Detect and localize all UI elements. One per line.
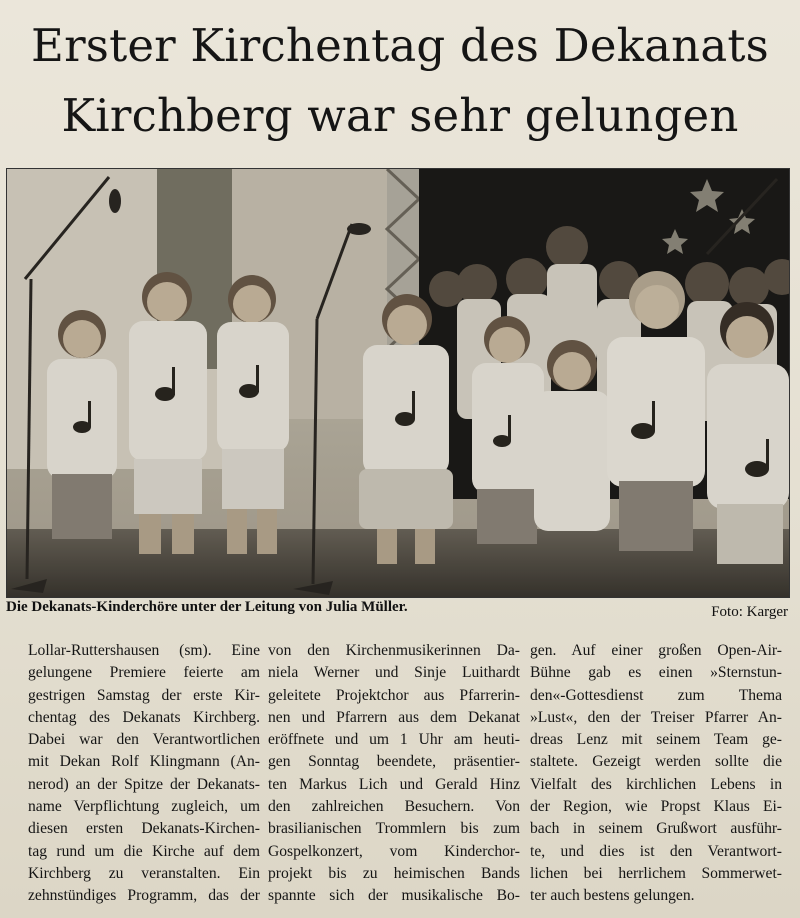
article-line: gelungene Premiere feierte am: [28, 664, 260, 682]
article-line: tag rund um die Kirche auf dem: [28, 842, 260, 860]
article-line: spannte sich der musikalische Bo-: [268, 887, 520, 905]
article-line: gen Sonntag beendete, präsentier-: [268, 753, 520, 771]
choir-photo: [6, 168, 790, 598]
article-column-1: [8, 640, 260, 908]
article-line: dreas Lenz mit seinem Team ge-: [530, 731, 782, 749]
article-line: eröffnete und um 1 Uhr am heuti-: [268, 731, 520, 749]
article-line: nerod) an der Spitze der Dekanats-: [28, 775, 260, 793]
article-line: te, und dies ist den Verantwort-: [530, 842, 782, 860]
article-line: ter auch bestens gelungen.: [530, 887, 695, 905]
article-line: Dabei war den Verantwortlichen: [28, 731, 260, 749]
article-line: ten Markus Lich und Gerald Hinz: [268, 775, 520, 793]
photo-credit: Foto: Karger: [711, 604, 788, 620]
article-line: Bühne gab es einen »Sternstun-: [530, 664, 782, 682]
article-line: bach in seinem Grußwort ausführ-: [530, 820, 782, 838]
article-line: Kirchberg zu veranstalten. Ein: [28, 864, 260, 882]
choir-photo-illustration: [7, 169, 789, 597]
article-line: diesen ersten Dekanats-Kirchen-: [28, 820, 260, 838]
article-line: »Lust«, den der Treiser Pfarrer An-: [530, 708, 782, 726]
article-line: Vielfalt des kirchlichen Lebens in: [530, 775, 782, 793]
article-line: der Region, wie Propst Klaus Ei-: [530, 798, 782, 816]
article-column-3: [530, 640, 782, 908]
article-line: den zahlreichen Besuchern. Von: [268, 798, 520, 816]
article-line: name Verpflichtung zugleich, um: [28, 798, 260, 816]
article-line: nen und Pfarrern aus dem Dekanat: [268, 708, 520, 726]
headline-line-1: Erster Kirchentag des Dekanats: [31, 19, 769, 72]
photo-caption: Die Dekanats-Kinderchöre unter der Leitung von Julia Müller.: [6, 599, 408, 615]
article-line: chentag des Dekanats Kirchberg.: [28, 708, 260, 726]
article-line: zehnstündiges Programm, das der: [28, 887, 260, 905]
article-line: lichen bei herrlichem Sommerwet-: [530, 864, 782, 882]
article-line: brasilianischen Trommlern bis zum: [268, 820, 520, 838]
article-line: gen. Auf einer großen Open-Air-: [530, 642, 782, 659]
article-line: geleitete Projektchor aus Pfarrerin-: [268, 686, 520, 704]
article-line: niela Werner und Sinje Luithardt: [268, 664, 520, 682]
article-line: Lollar-Ruttershausen (sm). Eine: [28, 642, 260, 659]
article-line: mit Dekan Rolf Klingmann (An-: [28, 753, 260, 771]
article-line: von den Kirchenmusikerinnen Da-: [268, 642, 520, 659]
article-line: staltete. Gezeigt werden sollte die: [530, 753, 782, 771]
headline-line-2: Kirchberg war sehr gelungen: [61, 89, 739, 142]
article-column-2: [268, 640, 520, 908]
article-line: den«-Gottesdienst zum Thema: [530, 686, 782, 704]
article-line: projekt bis zu heimischen Bands: [268, 864, 520, 882]
article-line: Gospelkonzert, vom Kinderchor-: [268, 842, 520, 860]
article-line: gestrigen Samstag der erste Kir-: [28, 686, 260, 704]
